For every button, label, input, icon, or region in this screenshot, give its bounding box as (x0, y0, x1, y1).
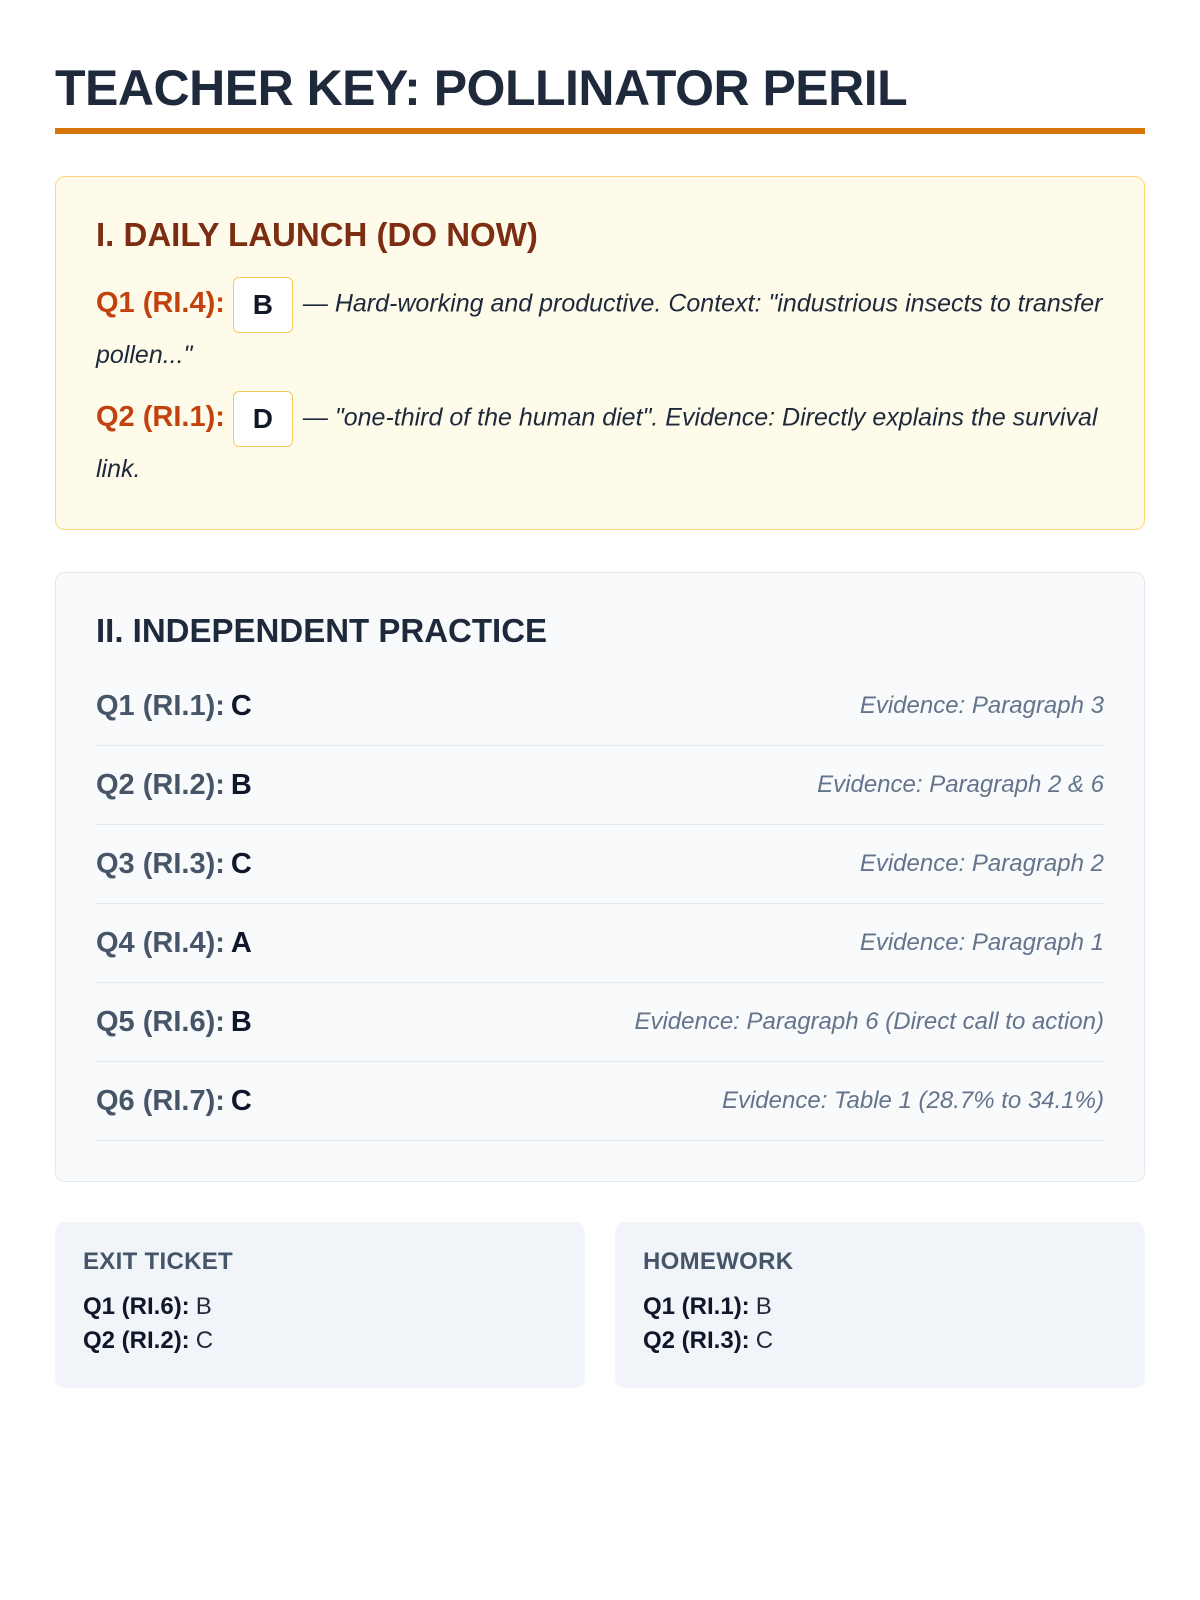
practice-row (96, 983, 1104, 1062)
question-label: Q2 (RI.3): (643, 1327, 750, 1354)
daily-launch-item (96, 277, 1104, 377)
card-answer-line (643, 1324, 1117, 1358)
daily-launch-section (55, 176, 1145, 530)
question-answer (96, 690, 252, 723)
evidence-note: Evidence: Paragraph 3 (859, 692, 1104, 719)
practice-row (96, 904, 1104, 983)
question-label: Q1 (RI.6): (83, 1293, 190, 1320)
question-label: Q2 (RI.1): (96, 400, 225, 433)
question-label: Q4 (RI.4): (96, 926, 225, 959)
card-answer-line (83, 1324, 557, 1358)
page-title: TEACHER KEY: POLLINATOR PERIL (55, 60, 1145, 134)
answer-explanation: — Hard-working and productive. Context: "industrious insects to transfer pollen..." (96, 289, 1103, 369)
question-label: Q2 (RI.2): (96, 768, 225, 801)
answer-letter: C (230, 1084, 252, 1117)
question-answer (96, 1085, 252, 1118)
exit-ticket-card (55, 1222, 585, 1388)
answer-box: B (233, 277, 293, 333)
question-label: Q3 (RI.3): (96, 847, 225, 880)
daily-launch-item (96, 391, 1104, 491)
homework-heading: HOMEWORK (643, 1248, 794, 1275)
question-answer (96, 927, 252, 960)
independent-practice-heading: II. INDEPENDENT PRACTICE (96, 612, 548, 649)
summary-cards (55, 1222, 1145, 1388)
answer-letter: C (755, 1327, 774, 1354)
answer-box: D (233, 391, 293, 447)
answer-letter: B (755, 1293, 772, 1320)
evidence-note: Evidence: Paragraph 1 (859, 929, 1104, 956)
practice-row (96, 1062, 1104, 1141)
question-label: Q6 (RI.7): (96, 1084, 225, 1117)
homework-card (615, 1222, 1145, 1388)
question-label: Q2 (RI.2): (83, 1327, 190, 1354)
answer-letter: B (195, 1293, 212, 1320)
practice-row (96, 746, 1104, 825)
practice-row (96, 825, 1104, 904)
answer-letter: A (230, 926, 252, 959)
evidence-note: Evidence: Paragraph 2 (859, 850, 1104, 877)
question-answer (96, 848, 252, 881)
question-label: Q5 (RI.6): (96, 1005, 225, 1038)
answer-letter: B (230, 768, 252, 801)
card-answer-line (643, 1290, 1117, 1324)
question-answer (96, 769, 252, 802)
question-answer (96, 1006, 252, 1039)
card-answer-line (83, 1290, 557, 1324)
practice-row (96, 667, 1104, 746)
exit-ticket-heading: EXIT TICKET (83, 1248, 233, 1275)
evidence-note: Evidence: Paragraph 6 (Direct call to action) (634, 1008, 1104, 1035)
answer-letter: C (195, 1327, 214, 1354)
question-label: Q1 (RI.4): (96, 286, 225, 319)
question-label: Q1 (RI.1): (643, 1293, 750, 1320)
answer-letter: C (230, 689, 252, 722)
answer-explanation: — "one-third of the human diet". Evidence: Directly explains the survival link. (96, 403, 1098, 483)
daily-launch-heading: I. DAILY LAUNCH (DO NOW) (96, 216, 538, 253)
evidence-note: Evidence: Table 1 (28.7% to 34.1%) (721, 1087, 1104, 1114)
independent-practice-section (55, 572, 1145, 1182)
answer-letter: C (230, 847, 252, 880)
question-label: Q1 (RI.1): (96, 689, 225, 722)
evidence-note: Evidence: Paragraph 2 & 6 (817, 771, 1104, 798)
answer-letter: B (230, 1005, 252, 1038)
